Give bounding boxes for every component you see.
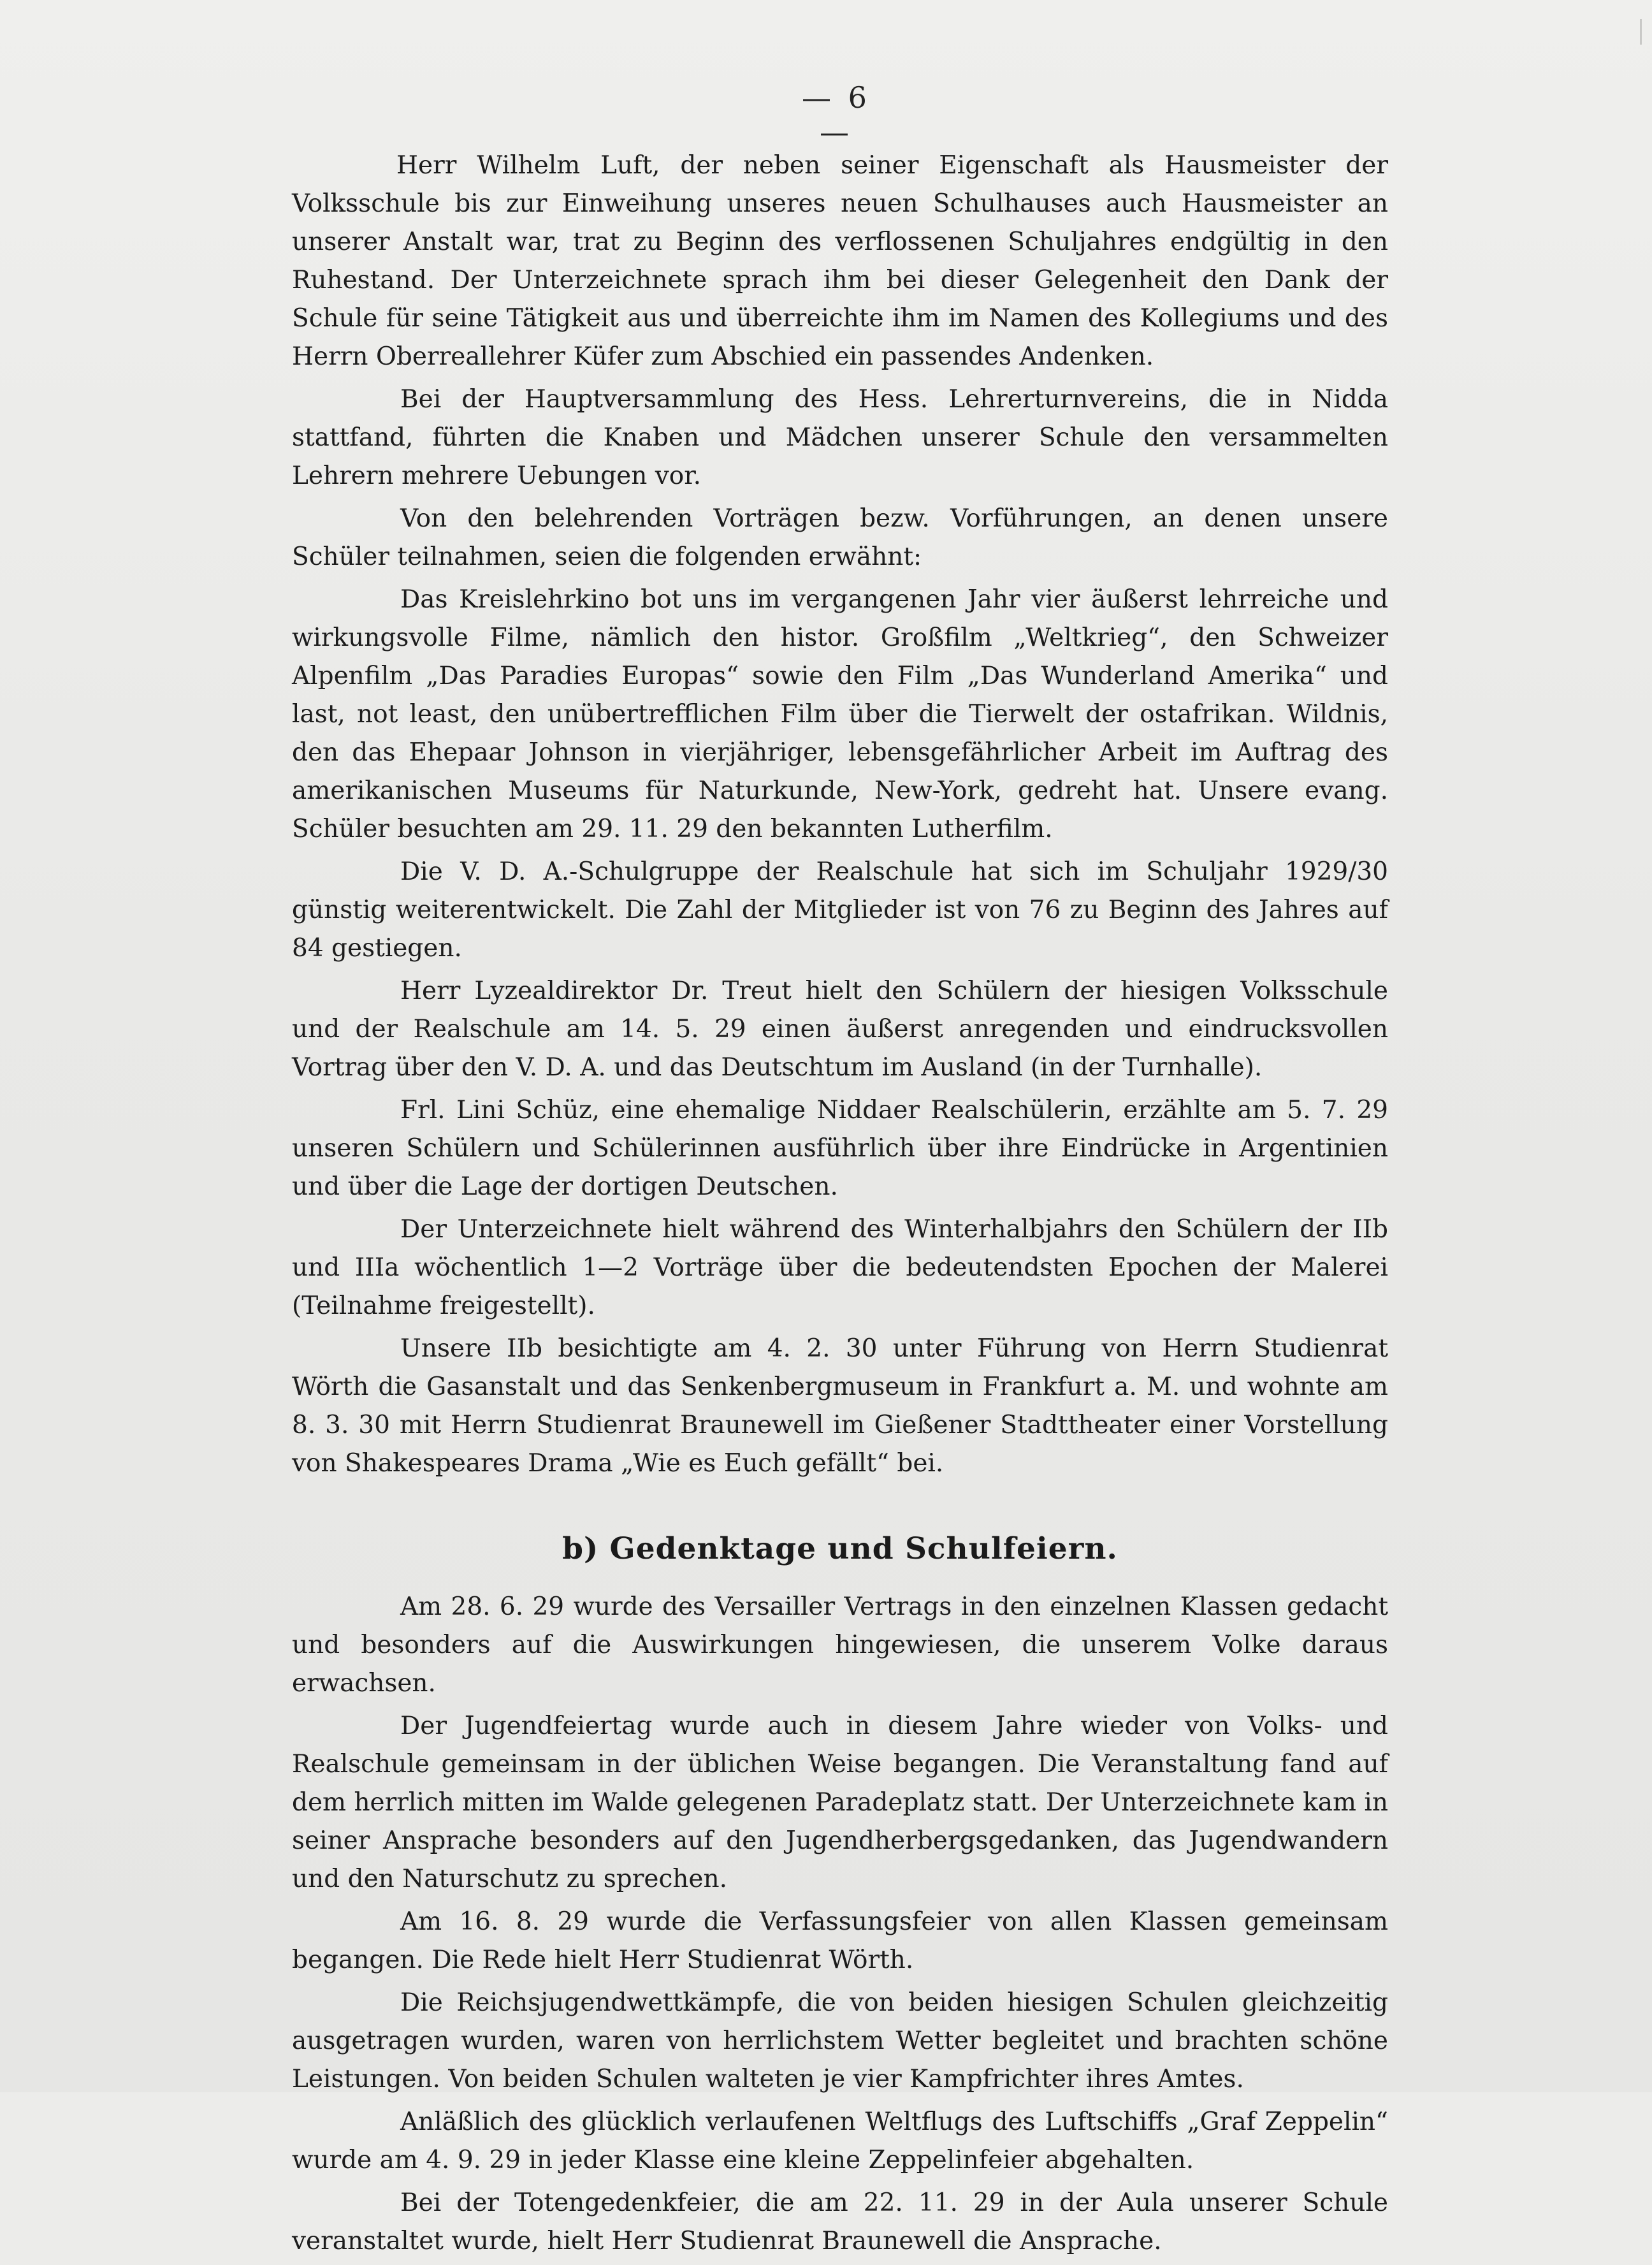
paragraph-kreislehrkino: Das Kreislehrkino bot uns im vergangenen Jahr vier äußerst lehrreiche und wirkungsvolle Filme, nämlich den histor. Großfilm „Weltkrieg“, den Schweizer Alpenfilm „Das Paradies Europas“ sowie den Film „Das Wunderland Amerika“ und last, not least, den unübertrefflichen Film über die Tierwelt der ostafrikan. Wildnis, den das Ehepaar Johnson in vierjähriger, lebensgefährlicher Arbeit im Auftrag des amerikanischen Museums für Naturkunde, New-York, gedreht hat. Unsere evang. Schüler besuchten am 29. 11. 29 den bekannten Lutherfilm.	[292, 585, 1388, 843]
paragraph-treut-vortrag: Herr Lyzealdirektor Dr. Treut hielt den Schülern der hiesigen Volksschule und der Realschule am 14. 5. 29 einen äußerst anregenden und eindrucksvollen Vortrag über den V. D. A. und das Deutschtum im Ausland (in der Turnhalle).	[292, 977, 1388, 1082]
paragraph-reichsjugendwettkaempfe: Die Reichsjugendwettkämpfe, die von beiden hiesigen Schulen gleichzeitig ausgetragen wurden, waren von herrlichstem Wetter begleitet und brachten schöne Leistungen. Von beiden Schulen walteten je vier Kampfrichter ihres Amtes.	[292, 1988, 1388, 2094]
paragraph-jugendfeiertag: Der Jugendfeiertag wurde auch in diesem Jahre wieder von Volks- und Realschule gemeinsam in der üblichen Weise begangen. Die Veranstaltung fand auf dem herrlich mitten im Walde gelegenen Paradeplatz statt. Der Unterzeichnete kam in seiner Ansprache besonders auf den Jugendherbergsgedanken, das Jugendwandern und den Naturschutz zu sprechen.	[292, 1712, 1388, 1893]
paragraph-zeppelinfeier: Anläßlich des glücklich verlaufenen Weltflugs des Luftschiffs „Graf Zeppelin“ wurde am 4. 9. 29 in jeder Klasse eine kleine Zeppelinfeier abgehalten.	[292, 2108, 1388, 2174]
paragraph-totengedenkfeier: Bei der Totengedenkfeier, die am 22. 11. 29 in der Aula unserer Schule veranstaltet wurde, hielt Herr Studienrat Braunewell die Ansprache.	[292, 2189, 1388, 2255]
page-number: — 6 —	[802, 80, 871, 149]
paragraph-verfassungsfeier: Am 16. 8. 29 wurde die Verfassungsfeier von allen Klassen gemeinsam begangen. Die Rede hielt Herr Studienrat Wörth.	[292, 1907, 1388, 1974]
scan-edge-mark	[1640, 19, 1642, 45]
paragraph-iib-besichtigung: Unsere IIb besichtigte am 4. 2. 30 unter Führung von Herrn Studienrat Wörth die Gasanstalt und das Senkenbergmuseum in Frankfurt a. M. und wohnte am 8. 3. 30 mit Herrn Studienrat Braunewell im Gießener Stadttheater einer Vorstellung von Shakespeares Drama „Wie es Euch gefällt“ bei.	[292, 1334, 1388, 1478]
section-heading-gedenktage: b) Gedenktage und Schulfeiern.	[562, 1531, 1118, 1566]
paragraph-lehrerturnverein: Bei der Hauptversammlung des Hess. Lehrerturnvereins, die in Nidda stattfand, führten die Knaben und Mädchen unserer Schule den versammelten Lehrern mehrere Uebungen vor.	[292, 385, 1388, 490]
document-body	[292, 147, 1388, 2265]
paragraph-luft-retirement: Herr Wilhelm Luft, der neben seiner Eigenschaft als Hausmeister der Volksschule bis zur Einweihung unseres neuen Schulhauses auch Hausmeister an unserer Anstalt war, trat zu Beginn des verflossenen Schuljahres endgültig in den Ruhestand. Der Unterzeichnete sprach ihm bei dieser Gelegenheit den Dank der Schule für seine Tätigkeit aus und überreichte ihm im Namen des Kollegiums und des Herrn Oberreallehrer Küfer zum Abschied ein passendes Andenken.	[292, 151, 1388, 371]
paragraph-malerei-vortraege: Der Unterzeichnete hielt während des Winterhalbjahrs den Schülern der IIb und IIIa wöchentlich 1—2 Vorträge über die bedeutendsten Epochen der Malerei (Teilnahme freigestellt).	[292, 1215, 1388, 1320]
paragraph-vda-schulgruppe: Die V. D. A.-Schulgruppe der Realschule hat sich im Schuljahr 1929/30 günstig weiterentwickelt. Die Zahl der Mitglieder ist von 76 zu Beginn des Jahres auf 84 gestiegen.	[292, 857, 1388, 963]
paragraph-versailler-vertrag: Am 28. 6. 29 wurde des Versailler Vertrags in den einzelnen Klassen gedacht und besonders auf die Auswirkungen hingewiesen, die unserem Volke daraus erwachsen.	[292, 1592, 1388, 1698]
paragraph-schuez-argentinien: Frl. Lini Schüz, eine ehemalige Niddaer Realschülerin, erzählte am 5. 7. 29 unseren Schülern und Schülerinnen ausführlich über ihre Eindrücke in Argentinien und über die Lage der dortigen Deutschen.	[292, 1096, 1388, 1201]
paragraph-vortraege-intro: Von den belehrenden Vorträgen bezw. Vorführungen, an denen unsere Schüler teilnahmen, seien die folgenden erwähnt:	[292, 504, 1388, 571]
